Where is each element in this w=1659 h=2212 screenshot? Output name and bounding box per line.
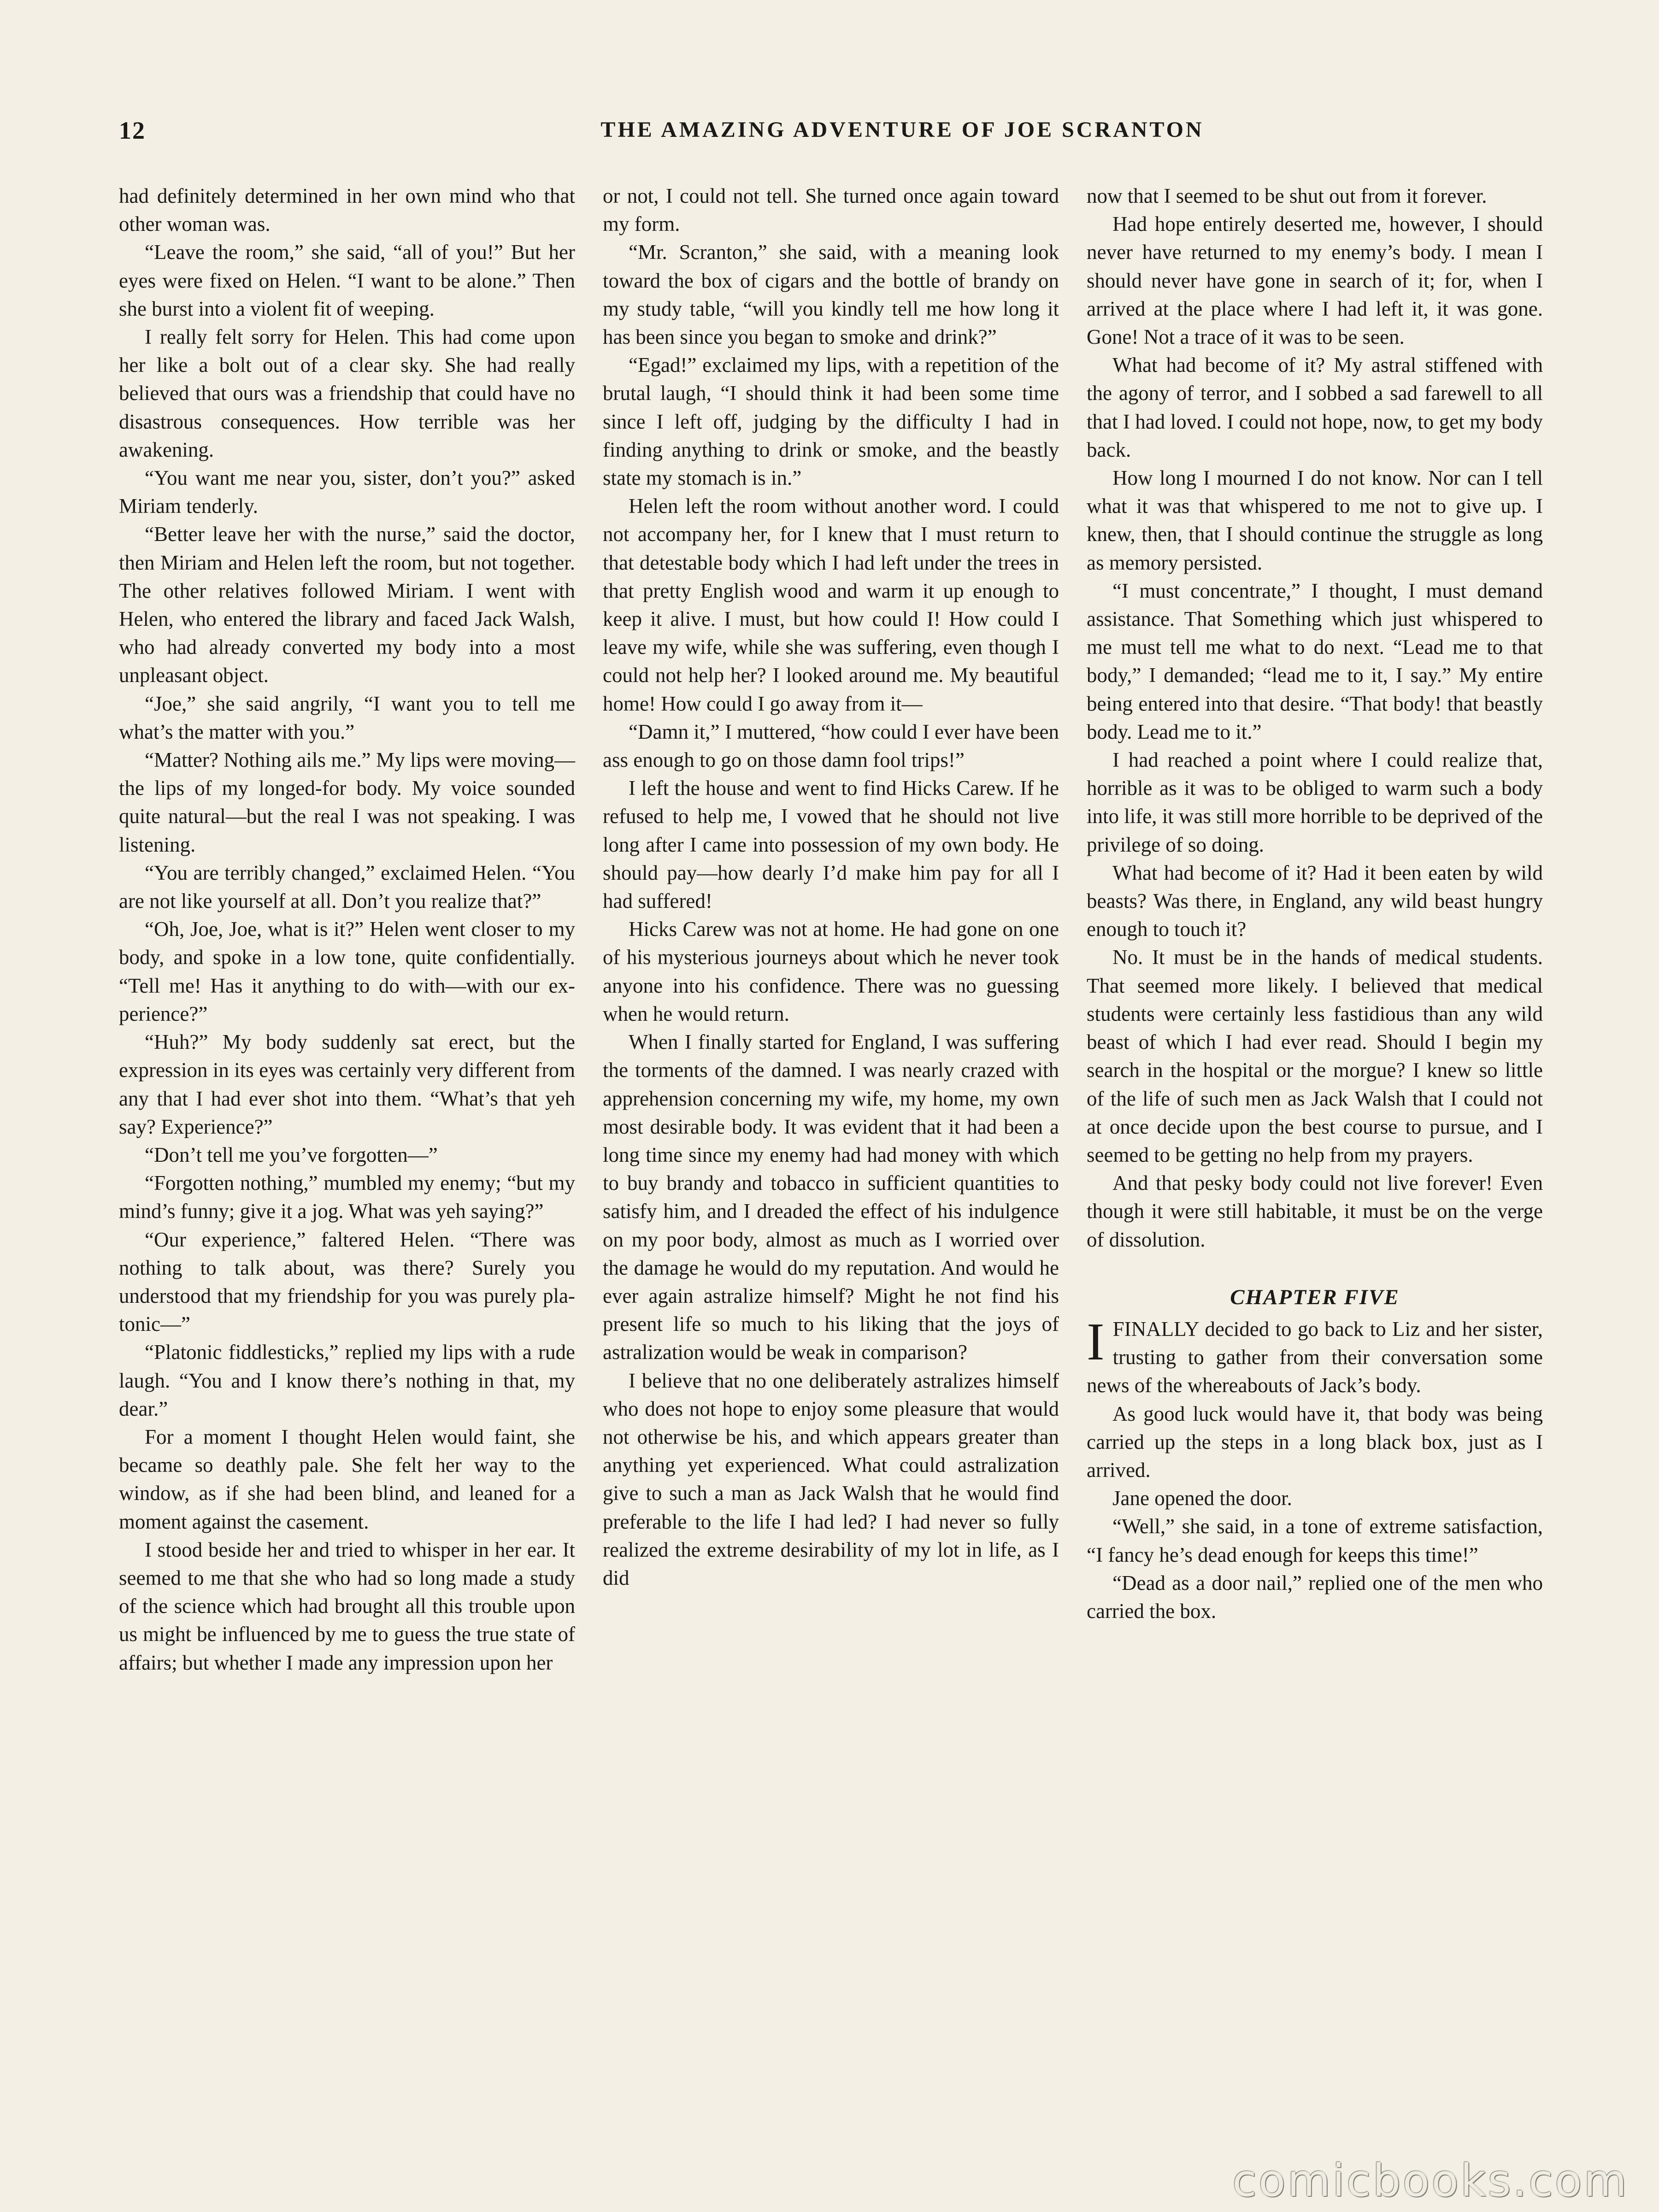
text-column-3 — [1087, 182, 1543, 1625]
running-header — [119, 116, 1540, 153]
paragraph: or not, I could not tell. She turned once again toward my form. — [603, 184, 1059, 236]
paragraph: How long I mourned I do not know. Nor can I tell what it was that whispered to me not to give up. I knew, then, that I should continue the struggle as long as memory persisted. — [1087, 466, 1543, 574]
paragraph: “Leave the room,” she said, “all of you!” But her eyes were fixed on Helen. “I want to be alone.” Then she burst into a violent fit of weeping. — [119, 241, 575, 320]
paragraph: What had become of it? Had it been eaten by wild beasts? Was there, in England, any wild beast hungry enough to touch it? — [1087, 861, 1543, 941]
paragraph: Hicks Carew was not at home. He had gone on one of his mysterious journeys about which he never took anyone into his confidence. There was no guessing when he would return. — [603, 918, 1059, 1025]
paragraph: now that I seemed to be shut out from it forever. — [1087, 184, 1487, 207]
paragraph: “Our experience,” faltered Helen. “There was nothing to talk about, was there? Surely you understood that my friendship for you was purely platonic—” — [119, 1228, 575, 1336]
paragraph: “Huh?” My body suddenly sat erect, but the expression in its eyes was certainly very different from any that I had ever shot into them. “What’s that yeh say? Experience?” — [119, 1030, 575, 1138]
paragraph: Had hope entirely deserted me, however, I should never have returned to my enemy’s body. I mean I should never have gone in search of it; for, when I arrived at the place where I had left it, it was gone. Gone! Not a trace of it was to be seen. — [1087, 212, 1543, 349]
paragraph: I stood beside her and tried to whisper in her ear. It seemed to me that she who had so long made a study of the science which had brought all this trouble upon us might be influenced by me to guess the true state of affairs; but whether I made any impression upon her — [119, 1538, 575, 1674]
paragraph: I had reached a point where I could realize that, horrible as it was to be obliged to warm such a body into life, it was still more horrible to be deprived of the privilege of so doing. — [1087, 748, 1543, 856]
drop-cap: I — [1087, 1312, 1105, 1371]
column-3-paragraphs — [1087, 182, 1543, 1254]
paragraph: “Better leave her with the nurse,” said the doctor, then Miriam and Helen left the room, but not together. The other relatives followed Miriam. I went with Helen, who entered the library and faced Jack Walsh, who had already converted my body into a most unpleasant object. — [119, 523, 575, 687]
paragraph: As good luck would have it, that body was being carried up the steps in a long black box, just as I arrived. — [1087, 1402, 1543, 1482]
paragraph: “Oh, Joe, Joe, what is it?” Helen went closer to my body, and spoke in a low tone, quite confidentially. “Tell me! Has it anything to do with—with our experience?” — [119, 918, 575, 1025]
running-title: THE AMAZING ADVENTURE OF JOE SCRANTON — [600, 118, 1204, 142]
paragraph: “Platonic fiddlesticks,” replied my lips with a rude laugh. “You and I know there’s nothing in that, my dear.” — [119, 1341, 575, 1420]
paragraph: had definitely determined in her own mind who that other woman was. — [119, 184, 575, 236]
chapter-paragraphs — [1087, 1400, 1543, 1626]
paragraph: And that pesky body could not live forever! Even though it were still habitable, it must be on the verge of dissolution. — [1087, 1171, 1543, 1251]
paragraph: “Forgotten nothing,” mumbled my enemy; “but my mind’s funny; give it a jog. What was yeh saying?” — [119, 1171, 575, 1223]
paragraph: I left the house and went to find Hicks Carew. If he refused to help me, I vowed that he should not live long after I came into possession of my own body. He should pay—how dearly I’d make him pay for all I had suffered! — [603, 777, 1059, 913]
paragraph: “Mr. Scranton,” she said, with a meaning look toward the box of cigars and the bottle of brandy on my study table, “will you kindly tell me how long it has been since you began to smoke and drink?” — [603, 241, 1059, 349]
paragraph: No. It must be in the hands of medical students. That seemed more likely. I believed that medical students were certainly less fastidious than any wild beast of which I had ever read. Should I begin my search in the hospital or the morgue? I knew so little of the life of such men as Jack Walsh that I could not at once decide upon the best course to pursue, and I seemed to be getting no help from my prayers. — [1087, 946, 1543, 1166]
paragraph: “Don’t tell me you’ve forgotten—” — [145, 1143, 438, 1166]
paragraph: “Joe,” she said angrily, “I want you to tell me what’s the matter with you.” — [119, 692, 575, 743]
paragraph: “You are terribly changed,” exclaimed Helen. “You are not like yourself at all. Don’t you realize that?” — [119, 861, 575, 913]
chapter-opening-paragraph — [1087, 1312, 1543, 1400]
paragraph: “You want me near you, sister, don’t you?” asked Miriam tenderly. — [119, 466, 575, 518]
paragraph: Helen left the room without another word. I could not accompany her, for I knew that I must return to that detestable body which I had left under the trees in that pretty English wood and warm it up enough to keep it alive. I must, but how could I! How could I leave my wife, while she was suffering, even though I could not help her? I looked around me. My beautiful home! How could I go away from it— — [603, 494, 1059, 715]
paragraph: “Egad!” exclaimed my lips, with a repetition of the brutal laugh, “I should think it had been some time since I left off, judging by the difficulty I had in finding anything to drink or smoke, and the beastly state my stomach is in.” — [603, 353, 1059, 490]
chapter-opening-text: FINALLY decided to go back to Liz and her sister, trusting to gather from their conversation some news of the whereabouts of Jack’s body. — [1087, 1317, 1543, 1397]
text-column-1 — [119, 182, 575, 1677]
paragraph: Jane opened the door. — [1112, 1487, 1292, 1510]
paragraph: For a moment I thought Helen would faint, she became so deathly pale. She felt her way to the window, as if she had been blind, and leaned for a moment against the casement. — [119, 1425, 575, 1533]
paragraph: I really felt sorry for Helen. This had come upon her like a bolt out of a clear sky. She had really believed that ours was a friendship that could have no disastrous consequences. How terrible was her awakening. — [119, 325, 575, 461]
paragraph: When I finally started for England, I was suffering the torments of the damned. I was nearly crazed with apprehension concerning my wife, my home, my own most desirable body. It was evident that it had been a long time since my enemy had had money with which to buy brandy and tobacco in sufficient quantities to satisfy him, and I dreaded the effect of his indulgence on my poor body, almost as much as I worried over the damage he would do my reputation. And would he ever again astralize himself? Might he not find his present life so much to his liking that the joys of astralization would be weak in comparison? — [603, 1030, 1059, 1364]
chapter-heading: CHAPTER FIVE — [1230, 1285, 1400, 1309]
text-column-2 — [603, 182, 1059, 1592]
paragraph: I believe that no one deliberately astralizes himself who does not hope to enjoy some pleasure that would not otherwise be his, and which appears greater than anything yet experienced. What could astralization give to such a man as Jack Walsh that he would find preferable to the life I had led? I had never so fully realized the extreme desirability of my lot in life, as I did — [603, 1369, 1059, 1589]
paragraph: “Matter? Nothing ails me.” My lips were moving—the lips of my longed-for body. My voice sounded quite natural—but the real I was not speaking. I was listening. — [119, 748, 575, 856]
paragraph: “Well,” she said, in a tone of extreme satisfaction, “I fancy he’s dead enough for keeps this time!” — [1087, 1515, 1543, 1566]
page-number: 12 — [119, 117, 146, 144]
paragraph: “Dead as a door nail,” replied one of the men who carried the box. — [1087, 1571, 1543, 1623]
paragraph: What had become of it? My astral stiffened with the agony of terror, and I sobbed a sad farewell to all that I had loved. I could not hope, now, to get my body back. — [1087, 353, 1543, 461]
paragraph: “Damn it,” I muttered, “how could I ever have been ass enough to go on those damn fool trips!” — [603, 720, 1059, 772]
watermark: comicbooks.com — [1232, 2155, 1629, 2206]
paragraph: “I must concentrate,” I thought, I must demand assistance. That Something which just whispered to me must tell me what to do next. “Lead me to that body,” I demanded; “lead me to it, I say.” My entire being entered into that desire. “That body! that beastly body. Lead me to it.” — [1087, 579, 1543, 743]
